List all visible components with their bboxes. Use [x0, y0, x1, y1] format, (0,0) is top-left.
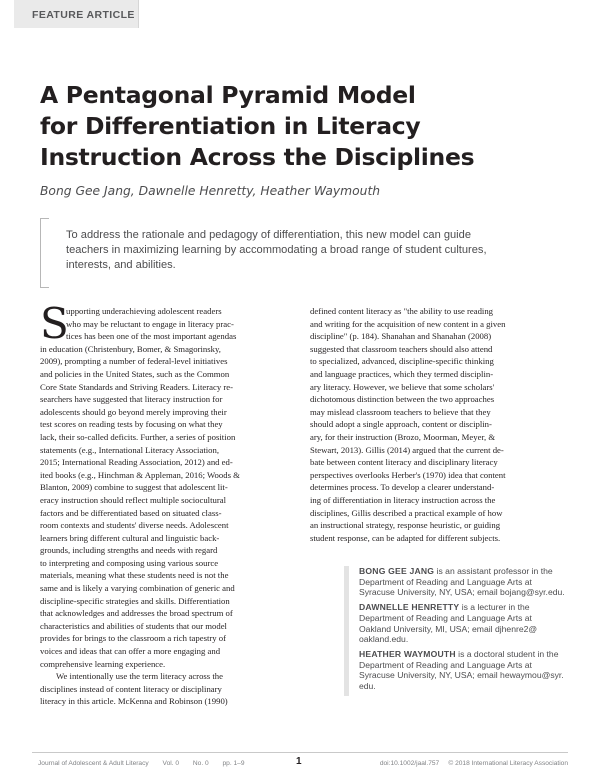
body-text-line: voices and ideas that can offer a more engaging and: [40, 646, 221, 657]
body-column-right: [310, 305, 572, 544]
body-text-line: ary literacy. However, we believe that some scholars': [310, 381, 495, 392]
bio-text: Department of Reading and Language Arts at: [359, 612, 532, 623]
section-tab: FEATURE ARTICLE: [14, 0, 139, 28]
bio-text: oakland.edu.: [359, 634, 409, 645]
body-text-line: factors and be differentiated based on situated class-: [40, 507, 222, 518]
footer-doi-copyright: [380, 760, 568, 767]
bio-text: Oakland University, MI, USA; email djhenre2@: [359, 623, 538, 634]
body-text-line: learners bring different cultural and linguistic back-: [40, 532, 220, 543]
article-authors: Bong Gee Jang, Dawnelle Henretty, Heather Waymouth: [40, 184, 381, 198]
article-abstract: [66, 228, 566, 273]
body-text-line: tices has been one of the most important agendas: [66, 331, 237, 342]
body-column-left: [40, 299, 315, 708]
body-text-line: characteristics and abilities of students that our model: [40, 620, 227, 631]
body-text-line: to specialized, advanced, discipline-specific thinking: [310, 356, 494, 367]
bio-text: is an assistant professor in the: [434, 566, 553, 576]
body-text-line: disciplines instead of content literacy or disciplinary: [40, 683, 222, 694]
body-text-line: comprehensive learning experience.: [40, 658, 166, 669]
author-bio: [359, 649, 589, 692]
body-text-line: discipline-specific strategies and skills. Differentiation: [40, 595, 230, 606]
bio-text: Syracuse University, NY, USA; email hewaymou@syr.: [359, 670, 564, 681]
body-text-line: dichotomous distinction between the two approaches: [310, 394, 495, 405]
body-text-line: and policies in the United States, such as the Common: [40, 368, 230, 379]
title-line: Instruction Across the Disciplines: [40, 143, 475, 171]
title-line: A Pentagonal Pyramid Model: [40, 81, 416, 109]
bio-first-line: [359, 566, 589, 577]
abstract-line: To address the rationale and pedagogy of differentiation, this new model can guide: [66, 229, 471, 241]
body-text-line: that acknowledges and addresses the broad spectrum of: [40, 608, 233, 619]
author-bios: [344, 566, 589, 696]
body-text-line: disciplines, Gillis described a practical example of how: [310, 507, 503, 518]
bio-text: Department of Reading and Language Arts at: [359, 659, 532, 670]
body-text-line: provides for brings to the classroom a rich tapestry of: [40, 633, 227, 644]
body-text-line: Core State Standards and Striving Readers. Literacy re-: [40, 381, 233, 392]
body-text-line: and writing for the acquisition of new content in a given: [310, 318, 506, 329]
body-text-line: test scores on reading tests by focusing on what they: [40, 419, 223, 430]
body-text-line: in education (Christenbury, Bomer, & Smagorinsky,: [40, 343, 221, 354]
abstract-bracket: [40, 218, 49, 288]
title-line: for Differentiation in Literacy: [40, 112, 421, 140]
body-text-line: discipline" (p. 184). Shanahan and Shanahan (2008): [310, 331, 492, 342]
body-text-line: defined content literacy as "the ability to use reading: [310, 306, 494, 316]
body-text-line: lack, their so-called deficits. Further, a series of position: [40, 431, 236, 442]
page-number: 1: [296, 756, 302, 767]
bio-text: is a lecturer in the: [459, 602, 530, 613]
bio-author-name: BONG GEE JANG: [359, 566, 435, 576]
bio-author-name: DAWNELLE HENRETTY: [359, 602, 460, 613]
body-text-line: room contexts and students' diverse needs. Adolescent: [40, 520, 229, 531]
body-text-line: upporting underachieving adolescent readers: [66, 306, 222, 316]
footer-pages: pp. 1–9: [222, 760, 245, 767]
abstract-line: teachers in maximizing learning by accommodating a broad range of student cultures,: [66, 244, 487, 256]
body-text-line: ited books (e.g., Hinchman & Appleman, 2016; Woods &: [40, 469, 240, 480]
body-text-line: student response, can be adapted for different subjects.: [310, 532, 501, 543]
bio-text: Syracuse University, NY, USA; email bojang@syr.edu.: [359, 587, 565, 598]
body-text-line: to interpreting and composing using various source: [40, 557, 219, 568]
body-text-line: may mislead classroom teachers to believe that they: [310, 406, 491, 417]
drop-cap: S: [40, 299, 69, 348]
body-text-line: We intentionally use the term literacy across the: [56, 671, 223, 682]
footer-rule: [32, 752, 568, 753]
body-text-line: Blanton, 2009) combine to suggest that adolescent lit-: [40, 482, 228, 493]
body-text-line: statements (e.g., International Literacy Association,: [40, 444, 220, 455]
body-text-line: adolescents should go beyond merely improving their: [40, 406, 227, 417]
author-bio: [359, 602, 589, 645]
author-bio: [359, 566, 589, 598]
body-text-line: 2015; International Reading Association, 2012) and ed-: [40, 457, 233, 468]
body-text-line: and language practices, which they termed disciplin-: [310, 368, 494, 379]
body-text-line: bate between content literacy and disciplinary literacy: [310, 457, 498, 468]
body-text-line: 2009), prompting a number of federal-level initiatives: [40, 356, 228, 367]
footer-number: No. 0: [192, 760, 209, 767]
footer-volume: Vol. 0: [162, 760, 180, 767]
body-text-line: suggested that classroom teachers should also attend: [310, 343, 493, 354]
body-text-line: grounds, including strengths and needs with regard: [40, 545, 218, 556]
bio-text: edu.: [359, 681, 376, 692]
bio-text: Department of Reading and Language Arts at: [359, 576, 532, 587]
abstract-line: interests, and abilities.: [66, 259, 176, 271]
footer-journal: Journal of Adolescent & Adult Literacy: [38, 760, 149, 767]
body-text-line: literacy in this article. McKenna and Robinson (1990): [40, 696, 228, 707]
body-text-line: ing of differentiation in literacy instruction across the: [310, 494, 496, 505]
article-title: [40, 80, 540, 173]
body-text-line: should adopt a single approach, content or disciplin-: [310, 419, 492, 430]
bio-first-line: [359, 649, 589, 660]
footer-copyright: © 2018 International Literacy Association: [448, 760, 568, 767]
body-text-line: determines process. To develop a clearer understand-: [310, 482, 495, 493]
bio-author-name: HEATHER WAYMOUTH: [359, 648, 456, 659]
body-text-line: ary, for their instruction (Brozo, Moorman, Meyer, &: [310, 431, 496, 442]
bio-first-line: [359, 602, 589, 613]
footer-journal-info: [38, 760, 257, 767]
body-text-line: eracy instruction should reflect multiple sociocultural: [40, 494, 227, 505]
body-text-line: who may be reluctant to engage in literacy prac-: [66, 318, 234, 329]
body-text-line: materials, meaning what these students need is not the: [40, 570, 229, 581]
footer-doi: doi:10.1002/jaal.757: [379, 760, 440, 767]
body-text-line: an instructional strategy, response heuristic, or guiding: [310, 520, 501, 531]
body-text-line: perspectives overlooks Herber's (1970) idea that content: [310, 469, 506, 480]
body-text-line: searchers have suggested that literacy instruction for: [40, 394, 223, 405]
body-text-line: Stewart, 2013). Gillis (2014) argued that the current de-: [310, 444, 504, 455]
bio-text: is a doctoral student in the: [455, 648, 559, 659]
body-text-line: same and is likely a varying combination of generic and: [40, 583, 235, 594]
